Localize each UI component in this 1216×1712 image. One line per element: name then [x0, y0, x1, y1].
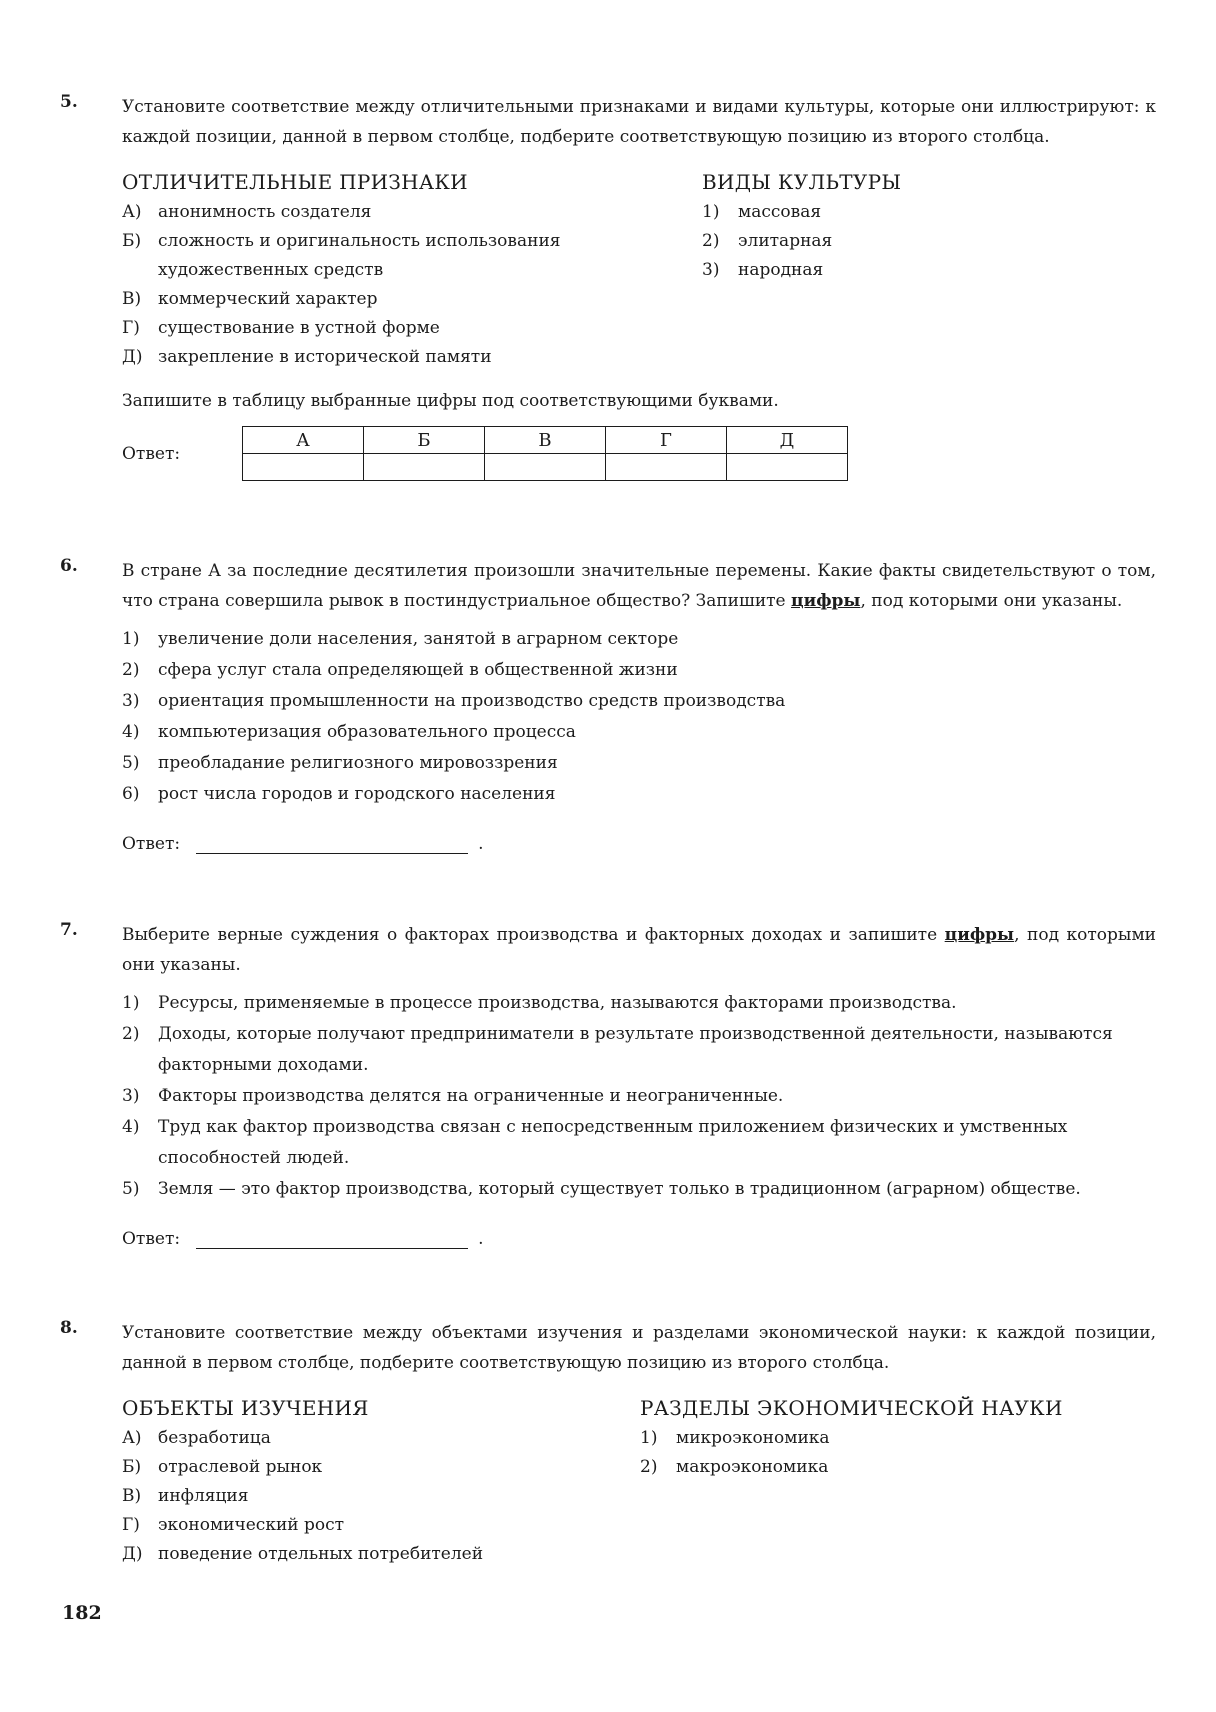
question-6 — [60, 556, 1156, 854]
answer-label: Ответ: — [122, 443, 181, 464]
table-header-cell: А — [243, 427, 364, 454]
question-stem: Выберите верные суждения о факторах производства и факторных доходах и запишите цифры, под которыми они указаны. — [122, 925, 1157, 975]
list-item: 1) увеличение доли населения, занятой в аграрном секторе — [122, 629, 679, 649]
question-5 — [60, 92, 1156, 481]
list-item: 1) Ресурсы, применяемые в процессе производства, называются факторами производства. — [122, 993, 957, 1013]
answer-field[interactable] — [196, 833, 468, 854]
answer-line: Ответ: . — [122, 1229, 484, 1249]
list-item: 4) Труд как фактор производства связан с непосредственным приложением физических и умственных способностей людей. — [122, 1117, 1068, 1168]
question-stem: Установите соответствие между объектами изучения и разделами экономической науки: к каждой позиции, данной в первом столбце, подберите соответствующую позицию из второго столбца. — [122, 1323, 1156, 1373]
answer-cell[interactable] — [606, 454, 727, 481]
list-item: 2) сфера услуг стала определяющей в общественной жизни — [122, 660, 678, 680]
list-item: 5) преобладание религиозного мировоззрения — [122, 753, 558, 773]
question-8 — [60, 1318, 1156, 1569]
answer-cell[interactable] — [485, 454, 606, 481]
answer-cell[interactable] — [727, 454, 848, 481]
list-item: 3) народная — [702, 260, 824, 280]
options-list — [122, 624, 1156, 810]
list-item: Б) сложность и оригинальность использования художественных средств — [122, 231, 561, 280]
question-number: 8. — [60, 1318, 78, 1338]
question-stem: В стране А за последние десятилетия произошли значительные перемены. Какие факты свидетельствуют о том, что страна совершила рывок в постиндустриальное общество? Запишите цифры, под которыми они указаны. — [122, 561, 1156, 611]
list-item: 1) массовая — [702, 202, 822, 222]
list-item: 2) макроэкономика — [640, 1457, 829, 1477]
column-header: РАЗДЕЛЫ ЭКОНОМИЧЕСКОЙ НАУКИ — [640, 1396, 1063, 1420]
answer-label: Ответ: — [122, 1229, 181, 1249]
list-item: 1) микроэкономика — [640, 1428, 830, 1448]
question-number: 5. — [60, 92, 78, 112]
economics-branches-column — [640, 1394, 1063, 1569]
list-item: В) коммерческий характер — [122, 289, 378, 309]
column-header: ВИДЫ КУЛЬТУРЫ — [702, 170, 902, 194]
table-header-cell: В — [485, 427, 606, 454]
list-item: Б) отраслевой рынок — [122, 1457, 323, 1477]
list-item: Г) существование в устной форме — [122, 318, 440, 338]
question-stem: Установите соответствие между отличительными признаками и видами культуры, которые они иллюстрируют: к каждой позиции, данной в первом столбце, подберите соответствующую позицию из второго столбца. — [122, 97, 1156, 147]
list-item: В) инфляция — [122, 1486, 249, 1506]
list-item: А) безработица — [122, 1428, 271, 1448]
answer-cell[interactable] — [243, 454, 364, 481]
list-item: А) анонимность создателя — [122, 202, 372, 222]
culture-types-column — [702, 168, 901, 372]
list-item: 4) компьютеризация образовательного процесса — [122, 722, 576, 742]
answer-line: Ответ: . — [122, 834, 484, 854]
list-item: Г) экономический рост — [122, 1515, 345, 1535]
features-column — [122, 168, 692, 372]
list-item: 3) ориентация промышленности на производство средств производства — [122, 691, 786, 711]
instruction: Запишите в таблицу выбранные цифры под соответствующими буквами. — [122, 391, 779, 411]
answer-table — [242, 426, 848, 481]
question-number: 6. — [60, 556, 78, 576]
table-header-cell: Д — [727, 427, 848, 454]
column-header: ОБЪЕКТЫ ИЗУЧЕНИЯ — [122, 1396, 369, 1420]
question-number: 7. — [60, 920, 78, 940]
list-item: 5) Земля — это фактор производства, который существует только в традиционном (аграрном) обществе. — [122, 1179, 1081, 1199]
objects-column — [122, 1394, 640, 1569]
list-item: 2) Доходы, которые получают предприниматели в результате производственной деятельности, называются факторными доходами. — [122, 1024, 1113, 1075]
list-item: Д) поведение отдельных потребителей — [122, 1544, 484, 1564]
answer-label: Ответ: — [122, 834, 181, 854]
table-header-cell: Б — [364, 427, 485, 454]
options-list — [122, 988, 1156, 1205]
column-header: ОТЛИЧИТЕЛЬНЫЕ ПРИЗНАКИ — [122, 170, 468, 194]
list-item: 2) элитарная — [702, 231, 833, 251]
page-number: 182 — [62, 1602, 102, 1624]
answer-cell[interactable] — [364, 454, 485, 481]
answer-table-row — [122, 426, 1156, 481]
list-item: Д) закрепление в исторической памяти — [122, 347, 492, 367]
table-header-cell: Г — [606, 427, 727, 454]
question-7 — [60, 920, 1156, 1249]
list-item: 6) рост числа городов и городского населения — [122, 784, 556, 804]
answer-field[interactable] — [196, 1228, 468, 1249]
list-item: 3) Факторы производства делятся на ограниченные и неограниченные. — [122, 1086, 784, 1106]
